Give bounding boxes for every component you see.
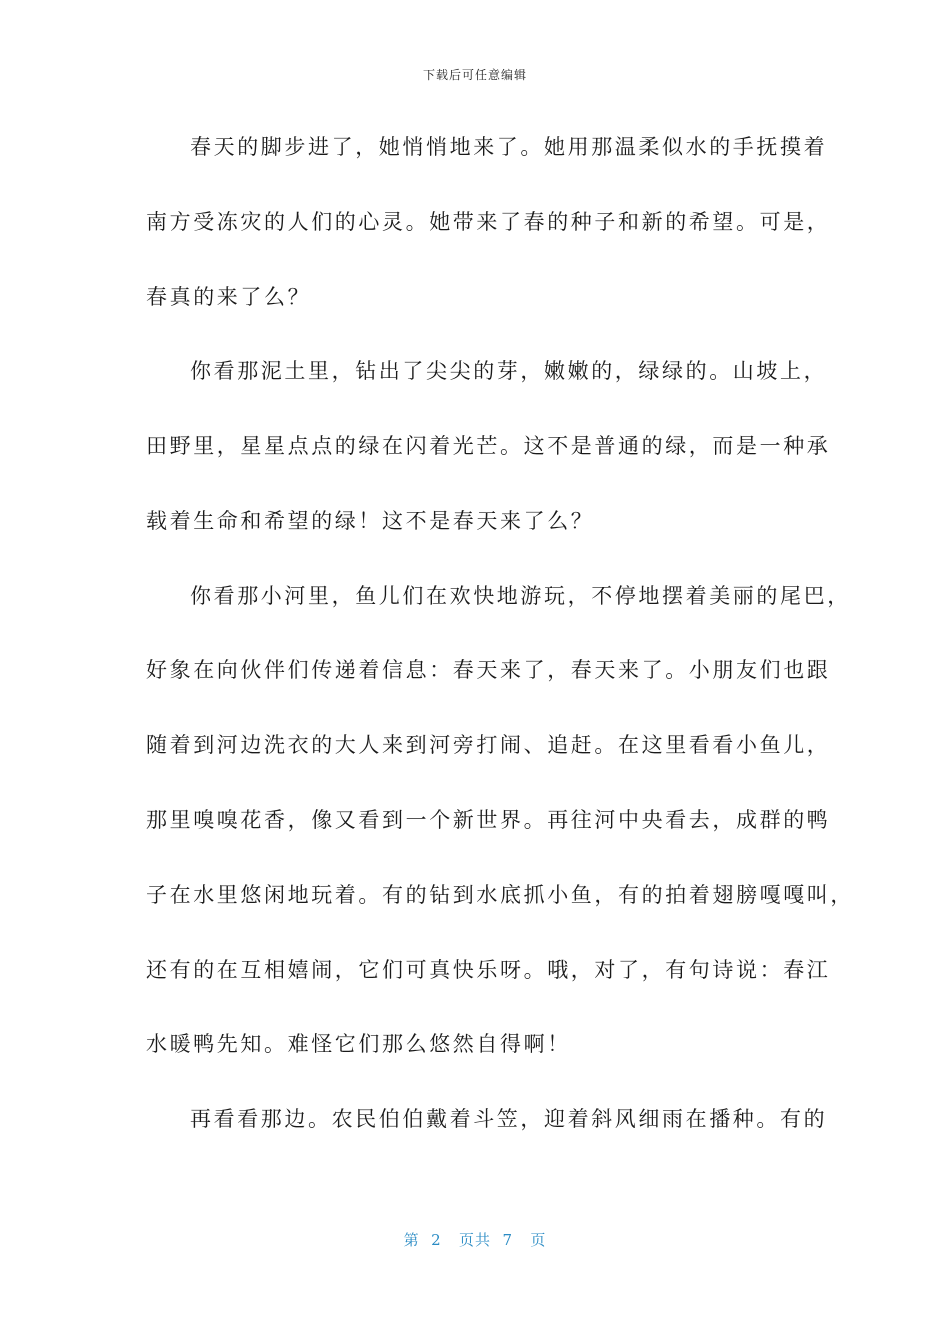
paragraph-2-line-3: 载着生命和希望的绿！这不是春天来了么？	[146, 509, 595, 533]
paragraph-1-line-1: 春天的脚步进了，她悄悄地来了。她用那温柔似水的手抚摸着	[190, 135, 828, 159]
paragraph-3-line-5: 子在水里悠闲地玩着。有的钻到水底抓小鱼，有的拍着翅膀嘎嘎叫，	[146, 883, 854, 907]
paragraph-1-line-3: 春真的来了么？	[146, 285, 312, 309]
paragraph-3-line-2: 好象在向伙伴们传递着信息：春天来了，春天来了。小朋友们也跟	[146, 658, 831, 682]
paragraph-3-line-7: 水暖鸭先知。难怪它们那么悠然自得啊！	[146, 1032, 571, 1056]
paragraph-2-line-1: 你看那泥土里，钻出了尖尖的芽，嫩嫩的，绿绿的。山坡上，	[190, 359, 828, 383]
paragraph-3-line-3: 随着到河边洗衣的大人来到河旁打闹、追赶。在这里看看小鱼儿，	[146, 733, 831, 757]
page-header: 下载后可任意编辑	[422, 68, 527, 82]
paragraph-3-line-1: 你看那小河里，鱼儿们在欢快地游玩，不停地摆着美丽的尾巴，	[190, 584, 851, 608]
paragraph-4-line-1: 再看看那边。农民伯伯戴着斗笠，迎着斜风细雨在播种。有的	[190, 1107, 828, 1131]
paragraph-1-line-2: 南方受冻灾的人们的心灵。她带来了春的种子和新的希望。可是，	[146, 210, 831, 234]
paragraph-2-line-2: 田野里，星星点点的绿在闪着光芒。这不是普通的绿，而是一种承	[146, 434, 831, 458]
paragraph-3-line-6: 还有的在互相嬉闹，它们可真快乐呀。哦，对了，有句诗说：春江	[146, 958, 831, 982]
paragraph-3-line-4: 那里嗅嗅花香，像又看到一个新世界。再往河中央看去，成群的鸭	[146, 808, 831, 832]
page-number-footer: 第 2 页共 7 页	[403, 1231, 547, 1249]
